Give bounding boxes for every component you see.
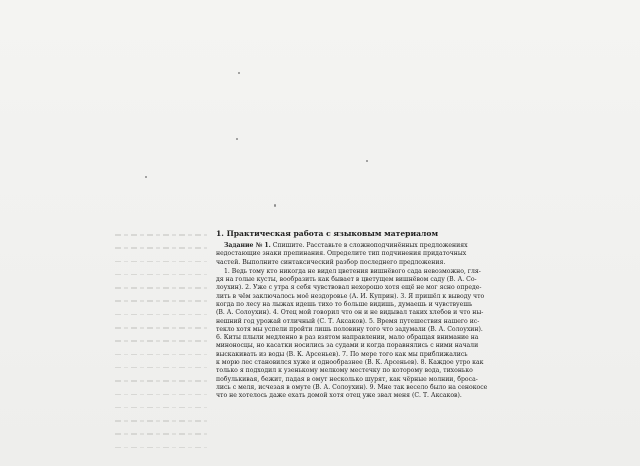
exercise-text	[216, 268, 516, 401]
bleed-through-line	[115, 300, 207, 302]
text-line: выскакивать из воды (В. К. Арсеньев). 7. По мере того как мы приближались	[216, 350, 468, 358]
task-line: недостающие знаки препинания. Определите тип подчинения придаточных	[216, 250, 467, 258]
bleed-through-line	[115, 447, 207, 449]
bleed-through-line	[115, 433, 207, 435]
bleed-through-line	[115, 314, 207, 316]
scan-speck	[366, 160, 368, 162]
task-line: частей. Выполните синтаксический разбор последнего предложения.	[216, 258, 446, 266]
document-body	[216, 229, 516, 400]
section-heading: 1. Практическая работа с языковым материалом	[216, 229, 439, 238]
text-line: дя на голые кусты, вообразить как бывает в цветущем вишнёвом саду (В. А. Со-	[216, 276, 477, 284]
text-line: лоухин). 2. Уже с утра я себя чувствовал нехорошо хотя ещё не мог ясно опреде-	[216, 284, 482, 292]
text-line: что не хотелось даже ехать домой хотя отец уже звал меня (С. Т. Аксаков).	[216, 392, 462, 400]
text-line: текло хотя мы успели пройти лишь половину того что задумали (В. А. Солоухин).	[216, 325, 483, 333]
text-line: когда по лесу на лыжах идешь тихо то больше видишь, думаешь и чувствуешь	[216, 300, 473, 308]
scan-speck	[274, 204, 276, 207]
text-line: только я подходил к узенькому мелкому местечку по которому вода, тихонько	[216, 367, 473, 375]
bleed-through-line	[115, 234, 207, 236]
bleed-through-line	[115, 354, 207, 356]
text-line: к морю лес становился хуже и однообразнее (В. К. Арсеньев). 8. Каждое утро как	[216, 358, 484, 366]
task-paragraph	[216, 242, 516, 267]
bleed-through-line	[115, 247, 207, 249]
bleed-through-line	[115, 327, 207, 329]
bleed-through-line	[115, 380, 207, 382]
bleed-through-line	[115, 407, 207, 409]
text-line: 6. Киты плыли медленно в раз взятом направлении, мало обращая внимание на	[216, 334, 479, 342]
text-line: побулькивая, бежит, падая в омут несколько шурят, как чёрные молнии, броса-	[216, 375, 478, 383]
text-line: лись с меля, исчезая в омуте (В. А. Солоухин). 9. Мне так весело было на сенокосе	[216, 383, 488, 391]
bleed-through-line	[115, 340, 207, 342]
text-line: лить в чём заключалось моё нездоровье (А. И. Куприн). 3. Я пришёл к выводу что	[216, 292, 485, 300]
bleed-through-line	[115, 420, 207, 422]
bleed-through-line	[115, 274, 207, 276]
text-line: (В. А. Солоухин). 4. Отец мой говорил что он и не видывал таких хлебов и что ны-	[216, 309, 484, 317]
scan-speck	[145, 176, 147, 178]
scan-speck	[238, 72, 240, 74]
scan-speck	[236, 138, 238, 140]
task-line: Задание № 1. Спишите. Расставьте в сложноподчинённых предложениях	[224, 242, 468, 249]
bleed-through-line	[115, 287, 207, 289]
bleed-through-line	[115, 367, 207, 369]
text-line: нешний год урожай отличный (С. Т. Аксаков). 5. Время путешествия нашего ис-	[216, 317, 480, 325]
bleed-through-text	[115, 234, 207, 460]
text-line: миноносцы, но касатки носились за судами и когда поравнялись с ними начали	[216, 342, 479, 350]
task-label: Задание № 1.	[224, 242, 271, 249]
text-line: 1. Ведь тому кто никогда не видел цветения вишнёвого сада невозможно, гля-	[224, 267, 481, 275]
bleed-through-line	[115, 394, 207, 396]
bleed-through-line	[115, 261, 207, 263]
